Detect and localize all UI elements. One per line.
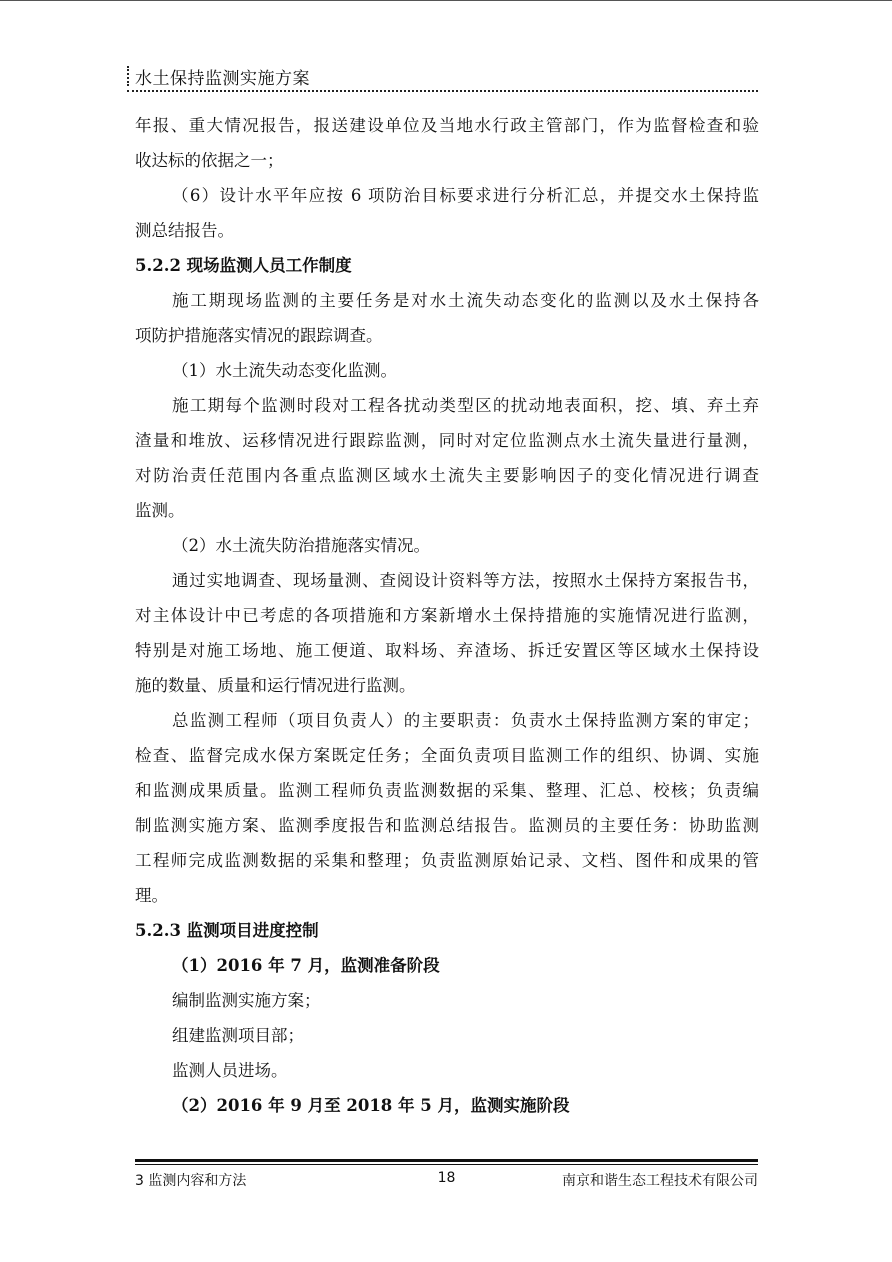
body-line: 检查、监督完成水保方案既定任务；全面负责项目监测工作的组织、协调、实施: [135, 746, 759, 765]
subsection-heading: （1）2016 年 7 月，监测准备阶段: [172, 956, 440, 975]
body-line: 项防护措施落实情况的跟踪调查。: [135, 326, 383, 345]
page-top-rule: [0, 0, 892, 1]
body-line: 施工期现场监测的主要任务是对水土流失动态变化的监测以及水土保持各: [172, 291, 759, 310]
body-line: 对防治责任范围内各重点监测区域水土流失主要影响因子的变化情况进行调查: [135, 466, 759, 485]
body-line: 通过实地调查、现场量测、查阅设计资料等方法，按照水土保持方案报告书，: [172, 571, 759, 590]
body-line: 年报、重大情况报告，报送建设单位及当地水行政主管部门，作为监督检查和验: [135, 116, 759, 135]
body-line: 特别是对施工场地、施工便道、取料场、弃渣场、拆迁安置区等区域水土保持设: [135, 641, 759, 660]
page-number: 18: [437, 1170, 456, 1186]
subsection-heading: （2）2016 年 9 月至 2018 年 5 月，监测实施阶段: [172, 1096, 570, 1115]
footer-section-title: 3 监测内容和方法: [135, 1173, 247, 1189]
body-line: 工程师完成监测数据的采集和整理；负责监测原始记录、文档、图件和成果的管: [135, 851, 759, 870]
body-line: （2）水土流失防治措施落实情况。: [172, 536, 430, 555]
body-line: 总监测工程师（项目负责人）的主要职责：负责水土保持监测方案的审定；: [172, 711, 759, 730]
document-body: [135, 108, 759, 1123]
body-line: 组建监测项目部；: [172, 1026, 304, 1045]
footer-company-name: 南京和谐生态工程技术有限公司: [562, 1173, 758, 1189]
section-heading: 5.2.3 监测项目进度控制: [135, 921, 319, 940]
page-header: [127, 62, 758, 92]
footer-rule-thin: [135, 1164, 758, 1165]
header-dotted-bar: [127, 66, 129, 86]
body-line: 制监测实施方案、监测季度报告和监测总结报告。监测员的主要任务：协助监测: [135, 816, 759, 835]
body-line: 和监测成果质量。监测工程师负责监测数据的采集、整理、汇总、校核；负责编: [135, 781, 759, 800]
body-line: 施的数量、质量和运行情况进行监测。: [135, 676, 416, 695]
section-heading: 5.2.2 现场监测人员工作制度: [135, 256, 352, 275]
body-line: 渣量和堆放、运移情况进行跟踪监测，同时对定位监测点水土流失量进行量测，: [135, 431, 759, 450]
body-line: 监测。: [135, 501, 185, 520]
body-line: 理。: [135, 886, 168, 905]
header-dotted-underline: [127, 90, 758, 92]
body-line: 施工期每个监测时段对工程各扰动类型区的扰动地表面积，挖、填、弃土弃: [172, 396, 759, 415]
footer-rule-thick: [135, 1159, 758, 1162]
body-line: 测总结报告。: [135, 221, 234, 240]
header-title: 水土保持监测实施方案: [135, 69, 310, 89]
page-footer: [135, 1168, 758, 1192]
body-line: （6）设计水平年应按 6 项防治目标要求进行分析汇总，并提交水土保持监: [172, 186, 759, 205]
body-line: 收达标的依据之一；: [135, 151, 284, 170]
body-line: 监测人员进场。: [172, 1061, 288, 1080]
body-line: 对主体设计中已考虑的各项措施和方案新增水土保持措施的实施情况进行监测，: [135, 606, 759, 625]
body-line: 编制监测实施方案；: [172, 991, 321, 1010]
body-line: （1）水土流失动态变化监测。: [172, 361, 397, 380]
